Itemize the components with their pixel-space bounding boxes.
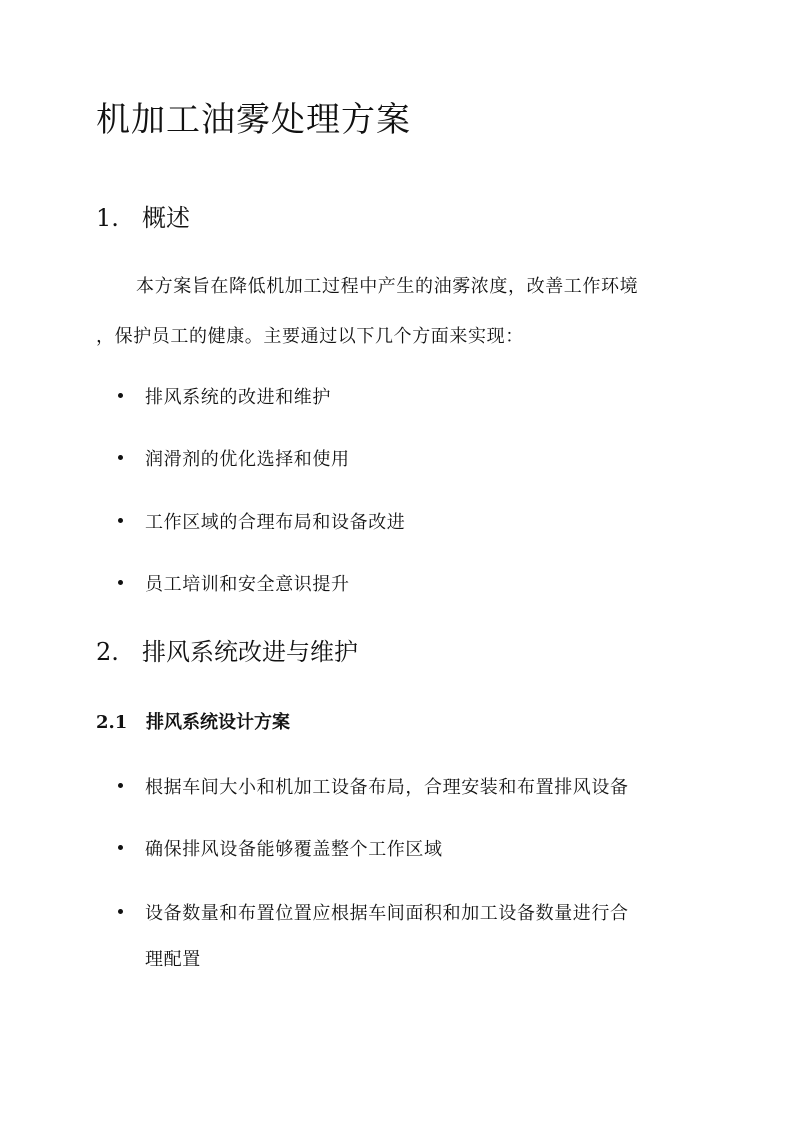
list-item-text: 员工培训和安全意识提升 <box>145 574 350 595</box>
overview-paragraph-line-1: 本方案旨在降低机加工过程中产生的油雾浓度，改善工作环境 <box>136 276 639 297</box>
subsection-2-1-heading <box>96 708 290 734</box>
subsection-2-1-title: 排风系统设计方案 <box>146 712 290 733</box>
list-item-text: 设备数量和布置位置应根据车间面积和加工设备数量进行合 <box>145 903 629 924</box>
bullet-dot <box>118 518 123 523</box>
list-item-text: 工作区域的合理布局和设备改进 <box>145 512 406 533</box>
list-item-text: 润滑剂的优化选择和使用 <box>145 449 350 470</box>
list-item-text: 确保排风设备能够覆盖整个工作区域 <box>145 839 443 860</box>
list-item <box>118 383 331 409</box>
section-2-title: 排风系统改进与维护 <box>142 638 358 666</box>
section-1-title: 概述 <box>142 204 190 232</box>
list-item <box>118 445 350 471</box>
list-item <box>118 508 405 534</box>
bullet-dot <box>118 783 123 788</box>
list-item <box>118 899 629 925</box>
bullet-dot <box>118 845 123 850</box>
document-title: 机加工油雾处理方案 <box>96 100 411 140</box>
bullet-dot <box>118 393 123 398</box>
section-2-number: 2. <box>96 638 119 666</box>
list-item-text: 根据车间大小和机加工设备布局，合理安装和布置排风设备 <box>145 777 629 798</box>
list-item <box>118 570 350 596</box>
list-item <box>118 835 443 861</box>
bullet-dot <box>118 580 123 585</box>
list-item-continuation: 理配置 <box>145 949 201 970</box>
bullet-dot <box>118 909 123 914</box>
list-item <box>118 773 629 799</box>
section-1-number: 1. <box>96 204 119 232</box>
bullet-dot <box>118 455 123 460</box>
overview-paragraph-line-2: ，保护员工的健康。主要通过以下几个方面来实现： <box>96 326 524 347</box>
subsection-2-1-number: 2.1 <box>96 712 128 733</box>
list-item-text: 排风系统的改进和维护 <box>145 387 331 408</box>
section-2-heading <box>96 632 358 667</box>
section-1-heading <box>96 198 190 233</box>
